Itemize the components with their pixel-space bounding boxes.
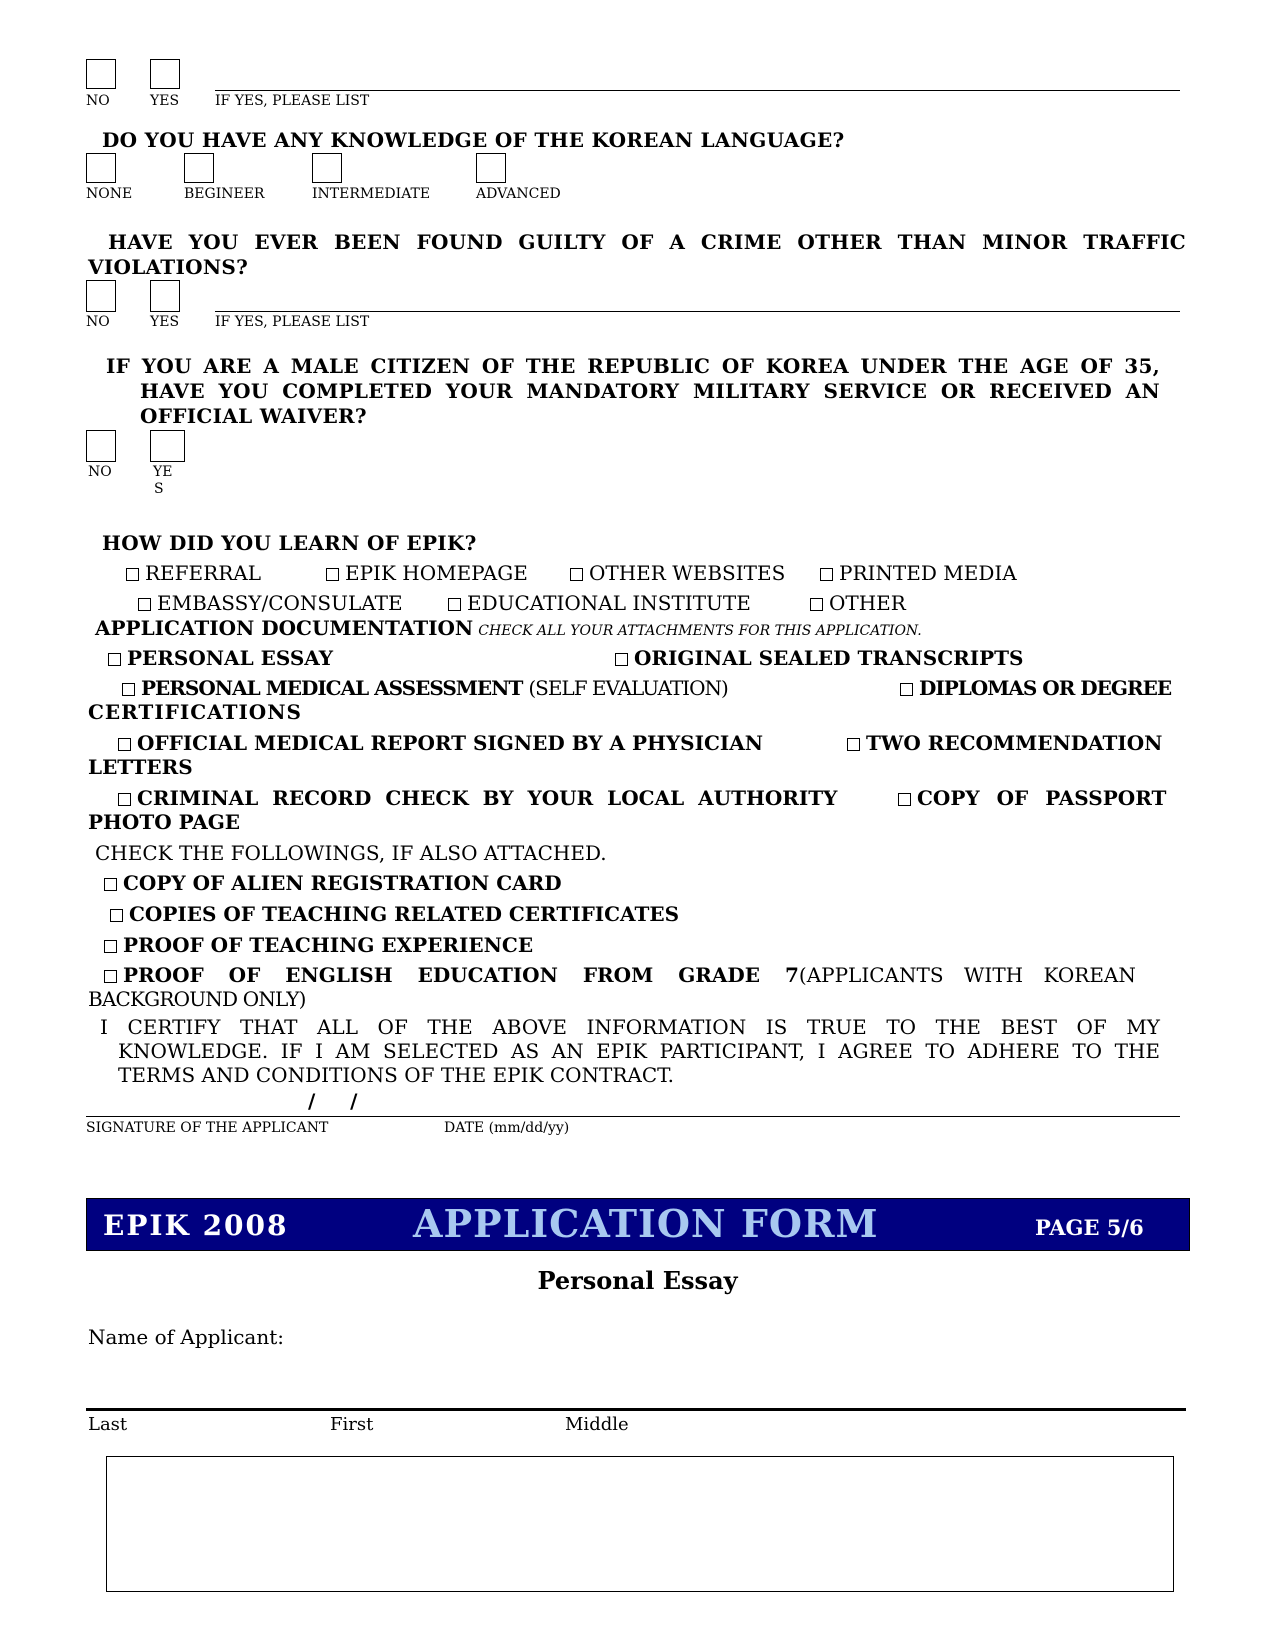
learn-option-educational-institute[interactable]: EDUCATIONAL INSTITUTE — [448, 591, 751, 615]
checkbox-icon — [118, 738, 131, 751]
doc-english-edu[interactable]: PROOF OF ENGLISH EDUCATION FROM GRADE 7(APPLICANTS WITH KOREAN — [104, 963, 1136, 987]
crime-question — [88, 230, 1186, 280]
essay-title: Personal Essay — [537, 1266, 738, 1295]
doc-passport-cont: PHOTO PAGE — [88, 810, 241, 834]
yes-checkbox[interactable] — [150, 59, 180, 89]
crime-yes-label: YES — [150, 314, 180, 330]
last-name-label: Last — [88, 1414, 128, 1435]
certify-line1: I CERTIFY THAT ALL OF THE ABOVE INFORMATION IS TRUE TO THE BEST OF MY — [100, 1015, 1160, 1039]
checkbox-icon — [122, 683, 135, 696]
doc-criminal-check[interactable]: CRIMINAL RECORD CHECK BY YOUR LOCAL AUTHORITY — [118, 786, 837, 810]
crime-yes-checkbox[interactable] — [150, 280, 180, 312]
no-checkbox[interactable] — [86, 59, 116, 89]
checkbox-icon — [126, 568, 139, 581]
intermediate-label: INTERMEDIATE — [312, 186, 431, 202]
advanced-checkbox[interactable] — [476, 153, 506, 183]
documentation-title: APPLICATION DOCUMENTATION — [95, 616, 474, 640]
checkbox-icon — [108, 653, 121, 666]
essay-textarea[interactable] — [106, 1456, 1174, 1592]
doc-english-edu-cont: BACKGROUND ONLY) — [88, 987, 306, 1011]
doc-medical-report[interactable]: OFFICIAL MEDICAL REPORT SIGNED BY A PHYSICIAN — [118, 731, 763, 755]
checkbox-icon — [810, 598, 823, 611]
signature-line[interactable] — [86, 1116, 1180, 1117]
doc-alien-card[interactable]: COPY OF ALIEN REGISTRATION CARD — [104, 871, 562, 895]
checkbox-icon — [138, 598, 151, 611]
no-label: NO — [86, 93, 110, 109]
first-name-label: First — [330, 1414, 374, 1435]
checkbox-icon — [847, 738, 860, 751]
advanced-label: ADVANCED — [476, 186, 561, 202]
doc-recommendation[interactable]: TWO RECOMMENDATION — [847, 731, 1162, 755]
learn-option-embassy[interactable]: EMBASSY/CONSULATE — [138, 591, 403, 615]
beginner-label: BEGINEER — [184, 186, 265, 202]
doc-diplomas-cont: CERTIFICATIONS — [88, 700, 302, 724]
checkbox-icon — [118, 793, 131, 806]
doc-passport[interactable]: COPY OF PASSPORT — [898, 786, 1166, 810]
intermediate-checkbox[interactable] — [312, 153, 342, 183]
military-yes-label-wrap: S — [154, 481, 164, 497]
middle-name-label: Middle — [565, 1414, 629, 1435]
military-yes-checkbox[interactable] — [150, 430, 185, 462]
yes-label: YES — [150, 93, 180, 109]
checkbox-icon — [900, 683, 913, 696]
banner-title: APPLICATION FORM — [413, 1201, 879, 1246]
military-question — [106, 354, 1160, 429]
learn-option-epik-homepage[interactable]: EPIK HOMEPAGE — [326, 561, 528, 585]
crime-question-line1: HAVE YOU EVER BEEN FOUND GUILTY OF A CRIME OTHER THAN MINOR TRAFFIC — [108, 230, 1186, 254]
doc-medical-assessment[interactable]: PERSONAL MEDICAL ASSESSMENT (SELF EVALUATION) — [122, 676, 728, 700]
certify-line2: KNOWLEDGE. IF I AM SELECTED AS AN EPIK PARTICIPANT, I AGREE TO ADHERE TO THE — [118, 1039, 1160, 1063]
name-label: Name of Applicant: — [88, 1325, 285, 1349]
checkbox-icon — [820, 568, 833, 581]
checkbox-icon — [326, 568, 339, 581]
list-line — [215, 90, 1180, 91]
learn-option-other-websites[interactable]: OTHER WEBSITES — [570, 561, 785, 585]
none-label: NONE — [86, 186, 133, 202]
military-question-line1: IF YOU ARE A MALE CITIZEN OF THE REPUBLIC OF KOREA UNDER THE AGE OF 35, — [106, 354, 1160, 378]
banner-page: PAGE 5/6 — [1035, 1215, 1144, 1240]
crime-no-checkbox[interactable] — [86, 280, 116, 312]
checkbox-icon — [898, 793, 911, 806]
certify-text — [100, 1015, 1160, 1087]
military-yes-label: YE — [153, 464, 173, 480]
learn-option-printed-media[interactable]: PRINTED MEDIA — [820, 561, 1017, 585]
crime-list-line — [215, 311, 1180, 312]
also-attached-label: CHECK THE FOLLOWINGS, IF ALSO ATTACHED. — [95, 841, 607, 865]
doc-teaching-certs[interactable]: COPIES OF TEACHING RELATED CERTIFICATES — [110, 902, 679, 926]
date-slashes: / / — [308, 1089, 358, 1113]
list-label: IF YES, PLEASE LIST — [215, 93, 370, 109]
doc-recommendation-cont: LETTERS — [88, 755, 193, 779]
crime-question-line2: VIOLATIONS? — [88, 255, 249, 279]
signature-label: SIGNATURE OF THE APPLICANT — [86, 1120, 329, 1136]
none-checkbox[interactable] — [86, 153, 116, 183]
learn-option-referral[interactable]: REFERRAL — [126, 561, 261, 585]
page-banner — [86, 1198, 1190, 1251]
military-no-label: NO — [88, 464, 112, 480]
checkbox-icon — [570, 568, 583, 581]
date-label: DATE (mm/dd/yy) — [444, 1120, 570, 1136]
checkbox-icon — [615, 653, 628, 666]
korean-question: DO YOU HAVE ANY KNOWLEDGE OF THE KOREAN LANGUAGE? — [102, 128, 845, 152]
military-question-line2: HAVE YOU COMPLETED YOUR MANDATORY MILITARY SERVICE OR RECEIVED AN — [140, 379, 1160, 403]
documentation-note: CHECK ALL YOUR ATTACHMENTS FOR THIS APPLICATION. — [478, 623, 922, 639]
documentation-header — [95, 616, 922, 640]
checkbox-icon — [104, 940, 117, 953]
learn-question: HOW DID YOU LEARN OF EPIK? — [102, 531, 477, 555]
crime-list-label: IF YES, PLEASE LIST — [215, 314, 370, 330]
doc-diplomas[interactable]: DIPLOMAS OR DEGREE — [900, 676, 1171, 700]
military-question-line3: OFFICIAL WAIVER? — [140, 404, 367, 428]
doc-personal-essay[interactable]: PERSONAL ESSAY — [108, 646, 333, 670]
doc-teaching-exp[interactable]: PROOF OF TEACHING EXPERIENCE — [104, 933, 533, 957]
learn-option-other[interactable]: OTHER — [810, 591, 906, 615]
banner-left: EPIK 2008 — [103, 1209, 289, 1242]
beginner-checkbox[interactable] — [184, 153, 214, 183]
checkbox-icon — [104, 878, 117, 891]
checkbox-icon — [448, 598, 461, 611]
checkbox-icon — [110, 909, 123, 922]
certify-line3: TERMS AND CONDITIONS OF THE EPIK CONTRACT. — [118, 1063, 674, 1087]
checkbox-icon — [104, 970, 117, 983]
name-line[interactable] — [86, 1408, 1186, 1411]
doc-transcripts[interactable]: ORIGINAL SEALED TRANSCRIPTS — [615, 646, 1023, 670]
military-no-checkbox[interactable] — [86, 430, 116, 462]
crime-no-label: NO — [86, 314, 110, 330]
